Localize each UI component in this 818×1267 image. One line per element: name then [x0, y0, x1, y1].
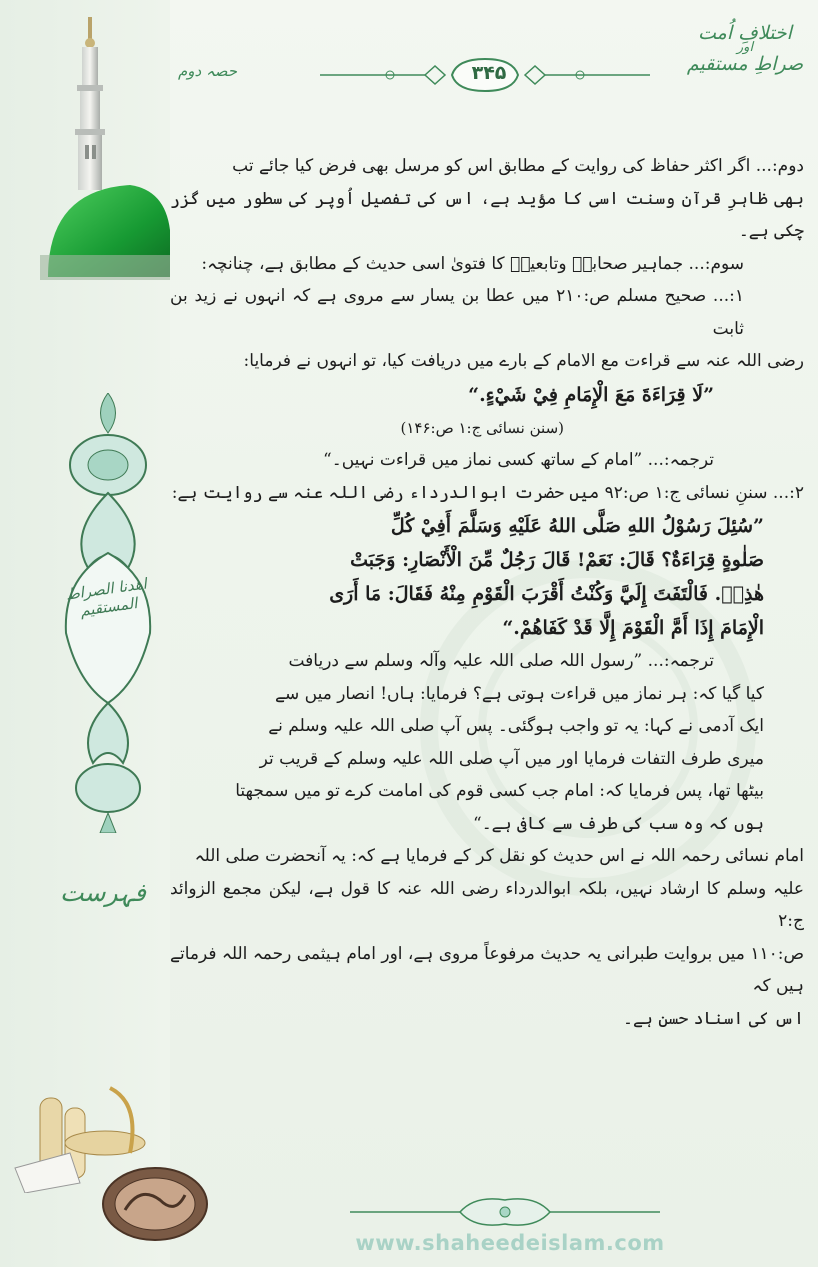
website-url[interactable]: www.shaheedeislam.com — [355, 1231, 665, 1255]
quote-source: (سنن نسائی ج:۱ ص:۱۴۶) — [400, 418, 564, 437]
book-title-line1: اختلافِ اُمت — [698, 22, 792, 44]
text-line: رضی اللہ عنہ سے قراءت مع الامام کے بارے میں دریافت کیا، تو انہوں نے فرمایا: — [243, 351, 804, 371]
hadith-line: ”سُئِلَ رَسُوْلُ اللهِ صَلَّى اللهُ عَلَيْهِ وَسَلَّمَ أَفِيْ كُلِّ — [390, 515, 764, 537]
text-line: ۱:... صحیح مسلم ص:۲۱۰ میں عطا بن یسار سے مروی ہے کہ انہوں نے زید بن ثابت — [170, 286, 745, 339]
book-title-line2: اور — [736, 40, 754, 55]
translation-line: ترجمہ:... ”امام کے ساتھ کسی نماز میں قراءت نہیں۔“ — [323, 450, 714, 470]
book-title-line3: صراطِ مستقیم — [686, 53, 804, 75]
translation-line: بیٹھا تھا، پس فرمایا کہ: امام جب کسی قوم کی امامت کرے تو میں سمجھتا — [235, 781, 764, 801]
text-line: دوم:... اگر اکثر حفاظ کی روایت کے مطابق اس کو مرسل بھی فرض کیا جائے تب — [232, 156, 804, 176]
text-line: ص:۱۱۰ میں بروایت طبرانی یہ حدیث مرفوعاً مروی ہے، اور امام ہیثمی رحمہ اللہ فرماتے ہیں کہ — [170, 943, 804, 996]
index-link[interactable]: فہرست — [60, 878, 146, 907]
text-line: اس کی اسناد حسن ہے۔ — [623, 1008, 804, 1029]
page-number: ۳۴۵ — [471, 62, 507, 84]
footer-ornament — [350, 1195, 660, 1229]
translation-line: ترجمہ:... ”رسول اللہ صلی اللہ علیہ وآلہ وسلم سے دریافت — [288, 651, 714, 671]
text-line: بھی ظاہرِ قرآن وسنت اسی کا مؤید ہے، اس کی تفصیل اُوپر کی سطور میں گزر چکی ہے۔ — [170, 188, 804, 241]
translation-line: ایک آدمی نے کہا: یہ تو واجب ہوگئی۔ پس آپ صلی اللہ علیہ وسلم نے — [268, 716, 764, 736]
hadith-line: هٰذِهٖ. فَالْتَفَتَ إِلَيَّ وَكُنْتُ أَقْرَبَ الْقَوْمِ مِنْهُ فَقَالَ: مَا أَرَى — [329, 583, 764, 605]
arabic-quote: ”لَا قِرَاءَةَ مَعَ الْإِمَامِ فِيْ شَيْءٍ.“ — [468, 383, 714, 406]
text-line: سوم:... جماہیر صحابہؓ وتابعینؒ کا فتویٰ اسی حدیث کے مطابق ہے، چنانچہ: — [201, 253, 744, 274]
text-line: ۲:... سننِ نسائی ج:۱ ص:۹۲ میں حضرت ابوالدرداء رضی اللہ عنہ سے روایت ہے: — [171, 482, 804, 503]
minaret-dome-icon — [30, 15, 170, 280]
section-label: حصہ دوم — [178, 62, 238, 80]
book-title — [686, 22, 804, 75]
page-body — [170, 150, 804, 1035]
text-line: علیہ وسلم کا ارشاد نہیں، بلکہ ابوالدرداء رضی اللہ عنہ کا قول ہے، لیکن مجمع الزوائد ج:۲ — [170, 878, 804, 931]
hadith-line: الْإِمَامَ إِذَا أَمَّ الْقَوْمَ إِلَّا قَدْ كَفَاهُمْ.“ — [502, 617, 764, 639]
translation-line: کیا گیا کہ: ہر نماز میں قراءت ہوتی ہے؟ فرمایا: ہاں! انصار میں سے — [275, 683, 764, 704]
seal-logo-icon — [100, 1165, 210, 1243]
text-line: امام نسائی رحمہ اللہ نے اس حدیث کو نقل کر کے فرمایا ہے کہ: یہ آنحضرت صلی اللہ — [194, 846, 804, 866]
translation-line: ہوں کہ وہ سب کی طرف سے کافی ہے۔“ — [473, 813, 764, 834]
sidebar-ornament-text: اھدنا الصراط المستقیم — [64, 574, 148, 620]
translation-line: میری طرف التفات فرمایا اور میں آپ صلی اللہ علیہ وسلم کے قریب تر — [259, 748, 764, 769]
hadith-line: صَلٰوةٍ قِرَاءَةٌ؟ قَالَ: نَعَمْ! قَالَ رَجُلٌ مِّنَ الْأَنْصَارِ: وَجَبَتْ — [350, 549, 764, 571]
